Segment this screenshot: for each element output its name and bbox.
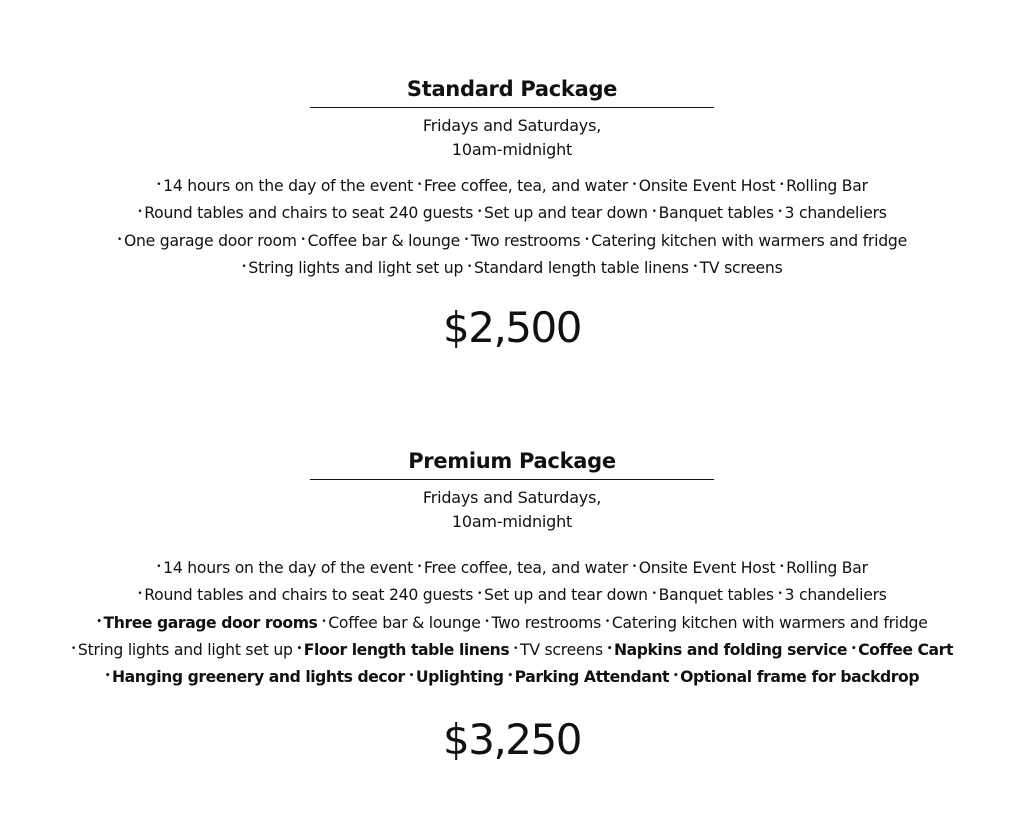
feature-text: 3 chandeliers bbox=[784, 585, 887, 605]
bullet-icon: • bbox=[104, 671, 111, 682]
feature-item bbox=[477, 203, 648, 222]
bullet-icon: • bbox=[416, 180, 422, 190]
feature-text: Catering kitchen with warmers and fridge bbox=[611, 612, 928, 632]
feature-text: Two restrooms bbox=[491, 612, 602, 632]
bullet-icon: • bbox=[507, 671, 513, 682]
feature-text: Hanging greenery and lights decor bbox=[112, 667, 405, 687]
premium-package bbox=[0, 446, 1024, 765]
feature-text: Round tables and chairs to seat 240 guests bbox=[144, 585, 474, 605]
bullet-icon: • bbox=[779, 562, 785, 572]
bullet-icon: • bbox=[604, 616, 610, 627]
feature-item bbox=[693, 258, 783, 277]
bullet-icon: • bbox=[851, 643, 857, 654]
bullet-icon: • bbox=[467, 261, 472, 272]
feature-item bbox=[779, 558, 867, 577]
feature-item bbox=[607, 640, 847, 659]
bullet-icon: • bbox=[651, 207, 657, 218]
feature-text: Free coffee, tea, and water bbox=[423, 558, 628, 577]
bullet-icon: • bbox=[631, 180, 637, 190]
feature-line bbox=[12, 256, 1012, 283]
feature-text: Three garage door rooms bbox=[103, 612, 318, 632]
bullet-icon: • bbox=[117, 234, 122, 245]
bullet-icon: • bbox=[651, 589, 657, 600]
bullet-icon: • bbox=[606, 643, 613, 654]
feature-item bbox=[321, 613, 480, 632]
feature-item bbox=[584, 231, 907, 250]
bullet-icon: • bbox=[477, 207, 483, 218]
feature-line bbox=[12, 665, 1012, 692]
bullet-icon: • bbox=[241, 261, 247, 272]
feature-text: Coffee bar & lounge bbox=[307, 230, 460, 250]
premium-package-hours: 10am-midnight bbox=[451, 512, 573, 531]
bullet-icon: • bbox=[484, 616, 490, 627]
feature-text: Free coffee, tea, and water bbox=[423, 176, 628, 195]
feature-item bbox=[96, 613, 317, 632]
feature-item bbox=[301, 231, 460, 250]
feature-text: Catering kitchen with warmers and fridge bbox=[591, 230, 907, 250]
feature-item bbox=[513, 640, 603, 659]
bullet-icon: • bbox=[672, 671, 679, 682]
feature-item bbox=[673, 667, 919, 686]
feature-item bbox=[417, 558, 628, 577]
feature-item bbox=[652, 585, 774, 604]
feature-text: Optional frame for backdrop bbox=[680, 667, 920, 687]
standard-package-days: Fridays and Saturdays, bbox=[422, 116, 602, 135]
bullet-icon: • bbox=[71, 643, 76, 654]
feature-text: Coffee bar & lounge bbox=[328, 612, 481, 632]
feature-line bbox=[12, 611, 1012, 638]
bullet-icon: • bbox=[156, 180, 162, 190]
feature-text: Banquet tables bbox=[658, 585, 774, 605]
bullet-icon: • bbox=[692, 261, 698, 272]
feature-text: Rolling Bar bbox=[786, 558, 868, 577]
feature-item bbox=[464, 231, 581, 250]
feature-item bbox=[477, 585, 648, 604]
standard-package-hours: 10am-midnight bbox=[451, 140, 573, 159]
standard-package-features bbox=[0, 174, 1024, 283]
feature-text: Round tables and chairs to seat 240 guests bbox=[144, 203, 474, 223]
feature-text: Parking Attendant bbox=[514, 667, 670, 687]
feature-text: String lights and light set up bbox=[77, 639, 293, 659]
bullet-icon: • bbox=[300, 234, 306, 245]
feature-text: Set up and tear down bbox=[484, 203, 648, 223]
feature-line bbox=[12, 583, 1012, 610]
feature-text: Coffee Cart bbox=[858, 639, 953, 659]
bullet-icon: • bbox=[777, 207, 783, 218]
feature-item bbox=[632, 176, 776, 195]
premium-package-price: $3,250 bbox=[443, 715, 581, 765]
bullet-icon: • bbox=[477, 589, 483, 600]
feature-item bbox=[297, 640, 510, 659]
feature-item bbox=[409, 667, 504, 686]
feature-item bbox=[156, 558, 413, 577]
premium-package-days: Fridays and Saturdays, bbox=[422, 488, 602, 507]
feature-item bbox=[417, 176, 628, 195]
bullet-icon: • bbox=[137, 207, 143, 218]
feature-text: Onsite Event Host bbox=[638, 558, 776, 577]
feature-item bbox=[507, 667, 669, 686]
bullet-icon: • bbox=[137, 589, 143, 600]
feature-text: Banquet tables bbox=[658, 203, 774, 223]
feature-item bbox=[485, 613, 602, 632]
feature-item bbox=[71, 640, 293, 659]
feature-item bbox=[137, 203, 473, 222]
premium-package-features bbox=[0, 556, 1024, 692]
bullet-icon: • bbox=[321, 616, 327, 627]
premium-package-title: Premium Package bbox=[408, 449, 616, 473]
bullet-icon: • bbox=[296, 643, 302, 654]
feature-item bbox=[105, 667, 405, 686]
feature-text: 3 chandeliers bbox=[784, 203, 887, 223]
feature-item bbox=[117, 231, 297, 250]
bullet-icon: • bbox=[779, 180, 785, 190]
feature-text: TV screens bbox=[520, 639, 603, 659]
feature-text: Set up and tear down bbox=[484, 585, 648, 605]
feature-item bbox=[241, 258, 463, 277]
bullet-icon: • bbox=[156, 562, 162, 572]
standard-package bbox=[0, 74, 1024, 353]
feature-item bbox=[779, 176, 867, 195]
feature-item bbox=[137, 585, 473, 604]
bullet-icon: • bbox=[463, 234, 469, 245]
feature-text: Napkins and folding service bbox=[613, 639, 848, 659]
feature-text: 14 hours on the day of the event bbox=[163, 176, 414, 195]
feature-text: Standard length table linens bbox=[473, 257, 689, 277]
feature-item bbox=[778, 585, 887, 604]
feature-text: Floor length table linens bbox=[303, 639, 510, 659]
premium-package-divider bbox=[310, 479, 714, 480]
feature-text: One garage door room bbox=[123, 230, 297, 250]
bullet-icon: • bbox=[584, 234, 590, 245]
feature-text: 14 hours on the day of the event bbox=[163, 558, 414, 577]
feature-item bbox=[632, 558, 776, 577]
bullet-icon: • bbox=[408, 671, 414, 682]
feature-text: Onsite Event Host bbox=[638, 176, 776, 195]
feature-item bbox=[605, 613, 928, 632]
standard-package-title: Standard Package bbox=[406, 77, 618, 101]
feature-item bbox=[778, 203, 887, 222]
standard-package-price: $2,500 bbox=[443, 303, 581, 353]
feature-text: String lights and light set up bbox=[248, 257, 464, 277]
premium-package-schedule bbox=[0, 486, 1024, 534]
feature-text: Rolling Bar bbox=[786, 176, 868, 195]
feature-text: TV screens bbox=[699, 257, 783, 277]
feature-text: Uplighting bbox=[415, 667, 504, 687]
bullet-icon: • bbox=[96, 616, 102, 627]
feature-line bbox=[12, 229, 1012, 256]
bullet-icon: • bbox=[416, 562, 422, 572]
feature-item bbox=[652, 203, 774, 222]
feature-item bbox=[851, 640, 953, 659]
feature-item bbox=[156, 176, 413, 195]
standard-package-divider bbox=[310, 107, 714, 108]
feature-line bbox=[12, 174, 1012, 201]
standard-package-schedule bbox=[0, 114, 1024, 162]
feature-text: Two restrooms bbox=[470, 230, 581, 250]
bullet-icon: • bbox=[513, 643, 519, 654]
feature-line bbox=[12, 556, 1012, 583]
feature-line bbox=[12, 201, 1012, 228]
bullet-icon: • bbox=[631, 562, 637, 572]
feature-item bbox=[467, 258, 689, 277]
feature-line bbox=[12, 638, 1012, 665]
bullet-icon: • bbox=[777, 589, 783, 600]
